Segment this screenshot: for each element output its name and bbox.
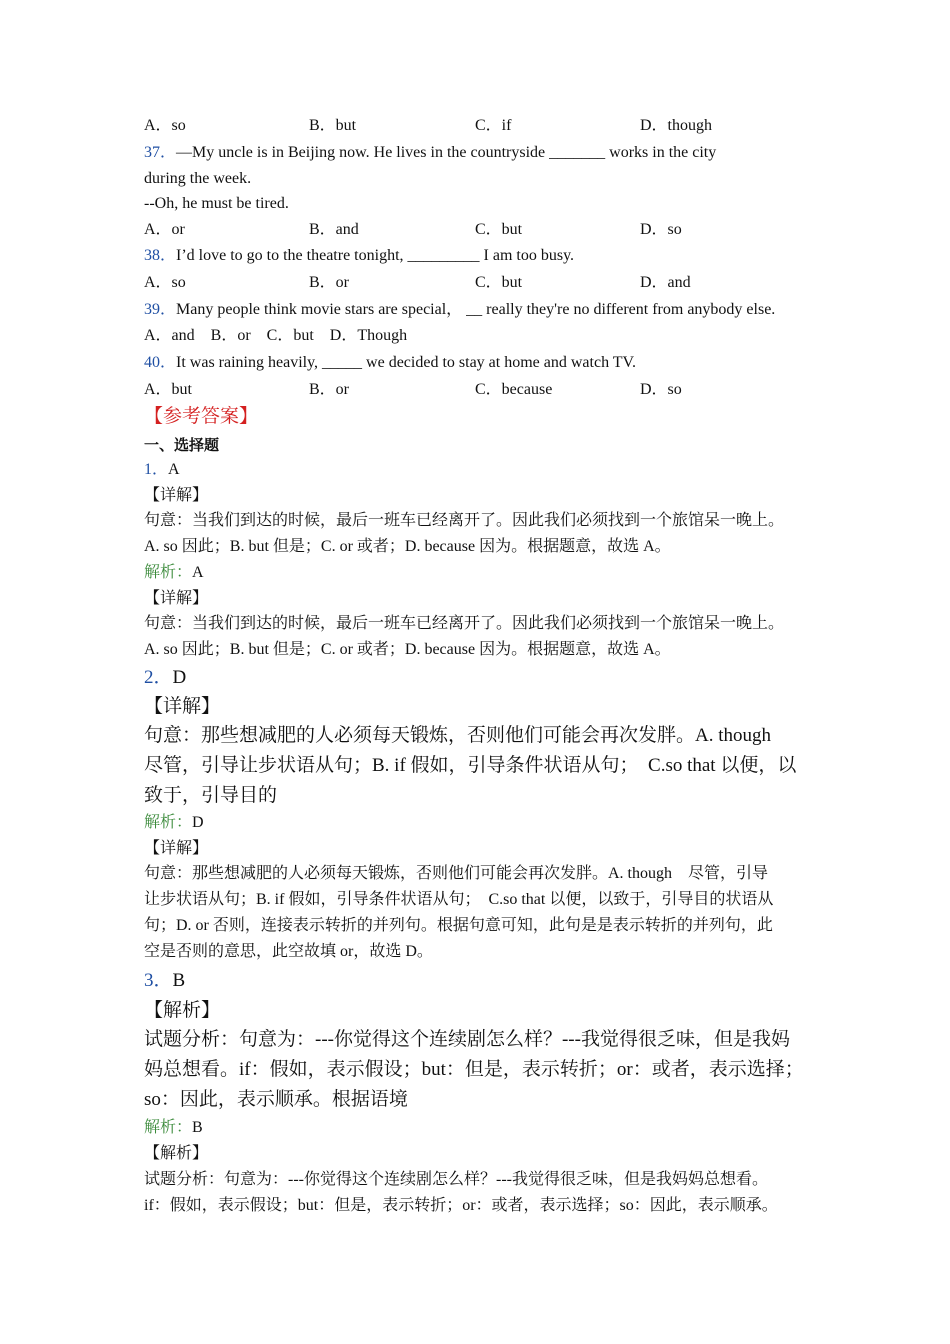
answer-2 bbox=[144, 666, 186, 690]
question-number: 37． bbox=[144, 144, 177, 161]
option-d: D．so bbox=[640, 221, 682, 238]
explanation-line: 句意：那些想减肥的人必须每天锻炼，否则他们可能会再次发胖。A. though 尽管，引导 bbox=[144, 865, 769, 882]
option-a: A．so bbox=[144, 117, 186, 134]
explanation-line: 句意：当我们到达的时候，最后一班车已经离开了。因此我们必须找到一个旅馆呆一晚上。 bbox=[144, 615, 785, 632]
explanation-line: 句意：当我们到达的时候，最后一班车已经离开了。因此我们必须找到一个旅馆呆一晚上。 bbox=[144, 512, 785, 529]
analysis-label: 解析： bbox=[144, 564, 193, 581]
detail-label: 【详解】 bbox=[144, 696, 221, 717]
explanation-line: 句；D. or 否则，连接表示转折的并列句。根据句意可知，此句是是表示转折的并列句，此 bbox=[144, 917, 773, 934]
answer-3 bbox=[144, 969, 185, 993]
explanation-line: 让步状语从句；B. if 假如，引导条件状语从句； C.so that 以便，以致于，引导目的状语从 bbox=[144, 891, 774, 908]
answer-number: 2． bbox=[144, 667, 173, 688]
option-d: D．though bbox=[640, 117, 713, 134]
analysis-value: A bbox=[192, 564, 204, 581]
explanation-line: 妈总想看。if：假如，表示假设；but：但是，表示转折；or：或者，表示选择； bbox=[144, 1059, 804, 1080]
detail-label: 【详解】 bbox=[144, 590, 209, 607]
explanation-line: 句意：那些想减肥的人必须每天锻炼，否则他们可能会再次发胖。A. though bbox=[144, 725, 772, 746]
explanation-line: if：假如，表示假设；but：但是，表示转折；or：或者，表示选择；so：因此，表示顺承。 bbox=[144, 1197, 778, 1214]
option-d: D．and bbox=[640, 274, 691, 291]
question-text: It was raining heavily, _____ we decided to stay at home and watch TV. bbox=[176, 354, 637, 371]
option-c: C．but bbox=[475, 274, 523, 291]
option-d: D．so bbox=[640, 381, 682, 398]
option-c: C．if bbox=[475, 117, 512, 134]
analysis-value: B bbox=[192, 1119, 203, 1136]
question-text: Many people think movie stars are special， __ really they're no different from anybody else. bbox=[176, 301, 776, 318]
option-a: A．but bbox=[144, 381, 193, 398]
question-text: —My uncle is in Beijing now. He lives in the countryside _______ works in the city bbox=[176, 144, 717, 161]
q37-stem-continued: during the week. bbox=[144, 170, 252, 187]
answer-number: 1． bbox=[144, 461, 169, 478]
q37-stem bbox=[144, 143, 716, 163]
analysis-label: 解析： bbox=[144, 814, 193, 831]
detail-label: 【详解】 bbox=[144, 840, 209, 857]
explanation-line: so：因此，表示顺承。根据语境 bbox=[144, 1089, 408, 1110]
q38-stem bbox=[144, 246, 574, 266]
q40-stem bbox=[144, 353, 636, 373]
analysis-label: 【解析】 bbox=[144, 1145, 209, 1162]
question-number: 38． bbox=[144, 247, 177, 264]
explanation-line: A. so 因此；B. but 但是；C. or 或者；D. because 因为。根据题意，故选 A。 bbox=[144, 641, 671, 658]
answer-value: B bbox=[172, 970, 186, 991]
analysis-line bbox=[144, 1118, 203, 1138]
analysis-value: D bbox=[192, 814, 204, 831]
analysis-line bbox=[144, 563, 204, 583]
analysis-label: 解析： bbox=[144, 1119, 193, 1136]
option-b: B．or bbox=[309, 381, 350, 398]
option-b: B．but bbox=[309, 117, 357, 134]
explanation-line: A. so 因此；B. but 但是；C. or 或者；D. because 因为。根据题意，故选 A。 bbox=[144, 538, 671, 555]
question-text: I’d love to go to the theatre tonight, _________ I am too busy. bbox=[176, 247, 575, 264]
option-b: B．and bbox=[309, 221, 359, 238]
option-a: A．or bbox=[144, 221, 185, 238]
analysis-line bbox=[144, 813, 204, 833]
explanation-line: 致于，引导目的 bbox=[144, 785, 278, 806]
option-c: C．but bbox=[475, 221, 523, 238]
detail-label: 【详解】 bbox=[144, 487, 209, 504]
answer-value: A bbox=[168, 461, 180, 478]
option-a: A．so bbox=[144, 274, 186, 291]
answer-number: 3． bbox=[144, 970, 173, 991]
question-number: 40． bbox=[144, 354, 177, 371]
q39-options: A．and B．or C．but D．Though bbox=[144, 327, 408, 344]
explanation-line: 试题分析：句意为：---你觉得这个连续剧怎么样？---我觉得很乏味，但是我妈妈总想看。 bbox=[144, 1171, 768, 1188]
answer-key-header: 【参考答案】 bbox=[144, 406, 259, 427]
option-b: B．or bbox=[309, 274, 350, 291]
explanation-line: 空是否则的意思，此空故填 or，故选 D。 bbox=[144, 943, 433, 960]
option-c: C．because bbox=[475, 381, 553, 398]
question-number: 39． bbox=[144, 301, 177, 318]
explanation-line: 试题分析：句意为：---你觉得这个连续剧怎么样？---我觉得很乏味，但是我妈 bbox=[144, 1029, 790, 1050]
section-heading: 一、选择题 bbox=[144, 436, 220, 454]
explanation-line: 尽管，引导让步状语从句；B. if 假如，引导条件状语从句； C.so that 以便，以 bbox=[144, 755, 797, 776]
answer-1 bbox=[144, 460, 180, 480]
answer-value: D bbox=[172, 667, 187, 688]
q39-stem bbox=[144, 300, 775, 320]
q37-dialogue: --Oh, he must be tired. bbox=[144, 195, 289, 212]
analysis-label: 【解析】 bbox=[144, 1000, 221, 1021]
